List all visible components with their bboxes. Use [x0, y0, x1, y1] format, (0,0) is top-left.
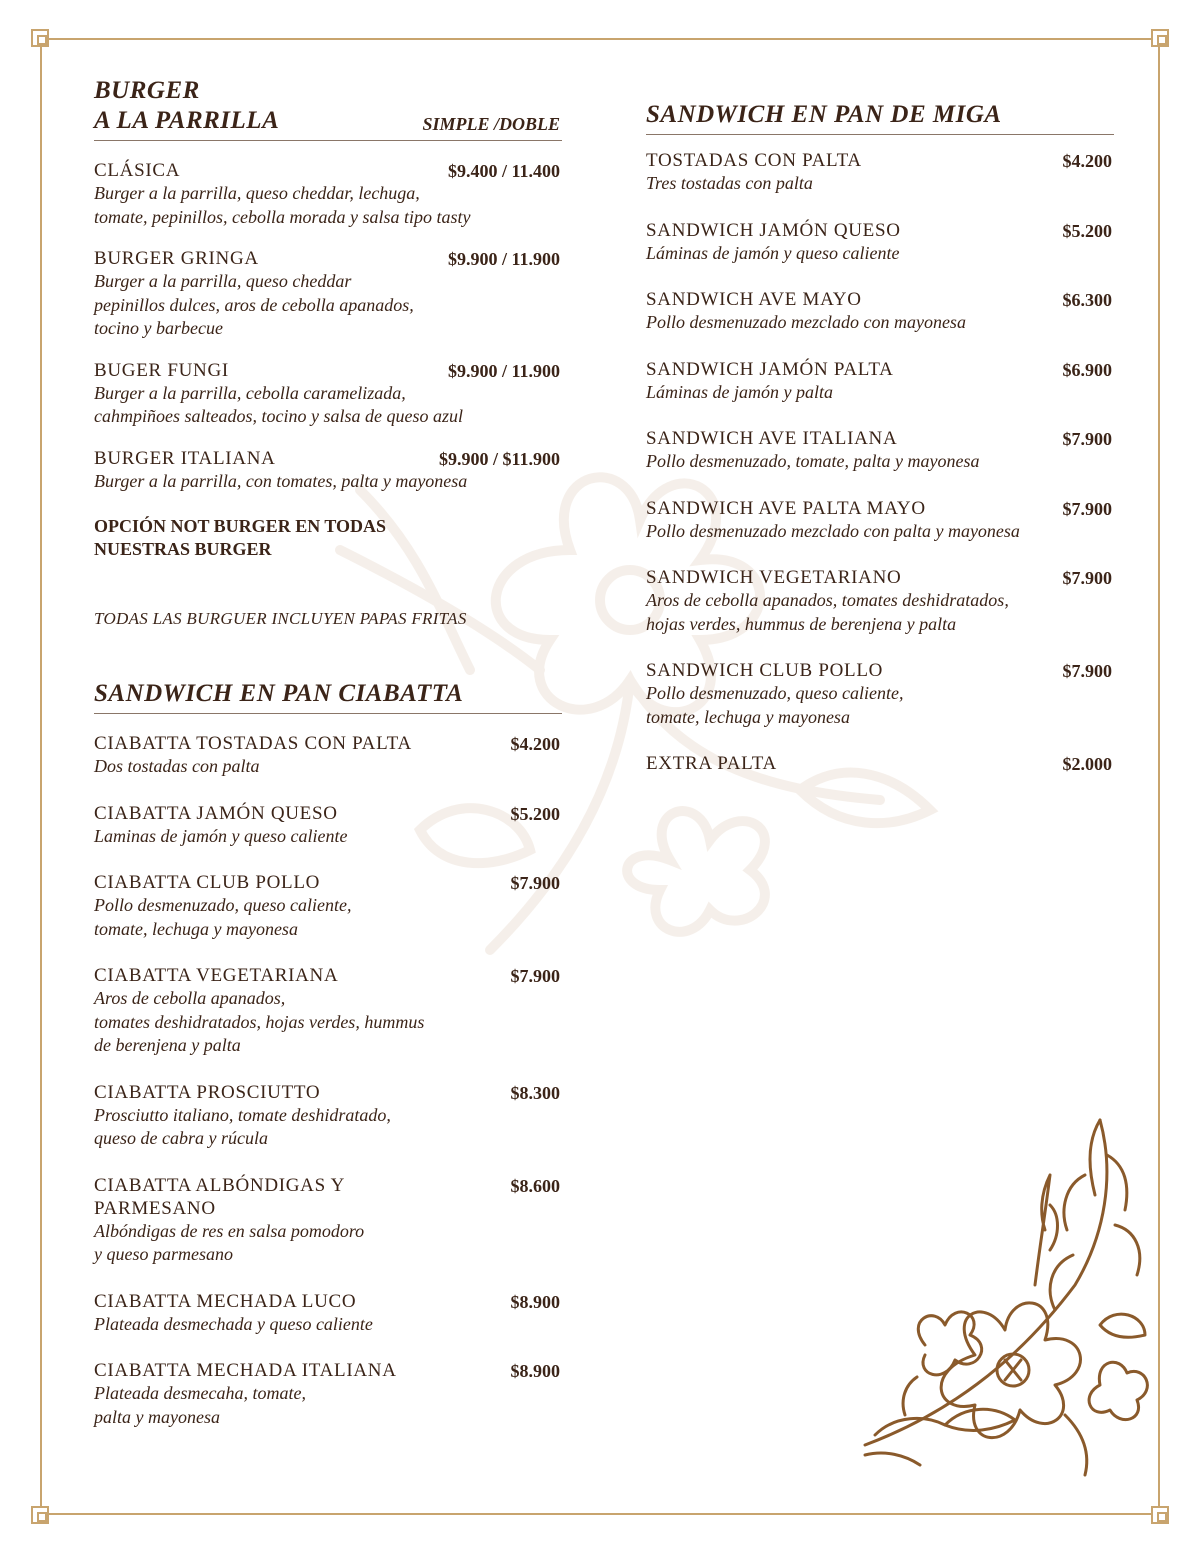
item-name: CIABATTA MECHADA ITALIANA — [94, 1360, 397, 1381]
item-description: Pollo desmenuzado mezclado con palta y mayonesa — [646, 520, 1020, 541]
item-price: $8.900 — [510, 1291, 560, 1312]
item-description: Burger a la parrilla, cebolla caramelizada, cahmpiñoes salteados, tocino y salsa de queso azul — [94, 382, 463, 426]
item-price: $4.200 — [510, 734, 560, 754]
item-name: BURGER GRINGA — [94, 248, 259, 269]
item-price: $7.900 — [510, 873, 560, 893]
menu-item — [646, 497, 1114, 544]
item-name: CIABATTA TOSTADAS CON PALTA — [94, 733, 412, 754]
menu-item — [94, 964, 562, 1058]
menu-item — [646, 358, 1114, 405]
item-name: BURGER ITALIANA — [94, 447, 276, 469]
item-description: Pollo desmenuzado, queso caliente, tomate, lechuga y mayonesa — [94, 895, 352, 939]
menu-item — [94, 359, 562, 429]
item-description: Dos tostadas con palta — [94, 756, 260, 776]
right-column — [646, 100, 1114, 775]
item-description: Láminas de jamón y palta — [646, 381, 833, 402]
menu-item — [646, 752, 1114, 775]
item-description: Pollo desmenuzado, queso caliente, tomate, lechuga y mayonesa — [646, 683, 904, 727]
left-column — [94, 76, 562, 1429]
fries-note: TODAS LAS BURGUER INCLUYEN PAPAS FRITAS — [94, 609, 467, 628]
menu-item — [94, 802, 562, 849]
item-description: Aros de cebolla apanados, tomates deshidratados, hojas verdes, hummus de berenjena y palta — [646, 590, 1009, 634]
item-description: Láminas de jamón y queso caliente — [646, 242, 900, 263]
item-price: $9.900 / $11.900 — [438, 448, 560, 469]
floral-corner-illustration — [845, 1115, 1165, 1485]
item-name: SANDWICH JAMÓN PALTA — [646, 358, 894, 380]
menu-item — [94, 447, 562, 494]
item-description: Tres tostadas con palta — [646, 173, 813, 193]
item-price: $9.400 / 11.400 — [447, 161, 560, 181]
item-price: $9.900 / 11.900 — [447, 360, 560, 381]
item-price: $4.200 — [1062, 151, 1112, 171]
corner-ornament — [31, 1506, 49, 1524]
corner-ornament — [1151, 29, 1169, 47]
menu-item — [646, 427, 1114, 474]
item-price: $7.900 — [1062, 568, 1112, 588]
menu-item — [94, 1081, 562, 1151]
menu-item — [646, 219, 1114, 266]
item-description: Plateada desmechada y queso caliente — [94, 1313, 373, 1334]
item-price: $9.900 / 11.900 — [447, 249, 560, 269]
item-description: Pollo desmenuzado mezclado con mayonesa — [646, 312, 966, 332]
menu-item — [646, 659, 1114, 729]
menu-item — [94, 1174, 562, 1267]
item-name: BUGER FUNGI — [94, 359, 229, 381]
menu-item — [94, 247, 562, 341]
corner-ornament — [31, 29, 49, 47]
item-price: $7.900 — [1062, 661, 1112, 681]
menu-item — [94, 871, 562, 941]
item-name: CIABATTA VEGETARIANA — [94, 965, 339, 986]
item-description: Albóndigas de res en salsa pomodoro y queso parmesano — [94, 1220, 365, 1264]
item-price: $6.300 — [1062, 290, 1112, 310]
item-name: CIABATTA JAMÓN QUESO — [94, 802, 338, 824]
item-name: SANDWICH VEGETARIANO — [646, 567, 902, 588]
item-price: $5.200 — [1062, 220, 1112, 241]
item-name: SANDWICH AVE ITALIANA — [646, 428, 898, 449]
burger-size-subtitle: SIMPLE /DOBLE — [422, 114, 560, 134]
item-price: $8.900 — [510, 1361, 560, 1381]
item-description: Laminas de jamón y queso caliente — [94, 825, 348, 846]
menu-item — [646, 149, 1114, 196]
item-name: TOSTADAS CON PALTA — [646, 150, 862, 171]
menu-item — [646, 566, 1114, 636]
ciabatta-section-header — [94, 679, 562, 714]
menu-item — [94, 1290, 562, 1337]
corner-ornament — [1151, 1506, 1169, 1524]
item-description: Pollo desmenuzado, tomate, palta y mayonesa — [646, 451, 980, 471]
miga-section-title: SANDWICH EN PAN DE MIGA — [646, 101, 1002, 128]
menu-item — [94, 159, 562, 229]
item-name: CIABATTA ALBÓNDIGAS Y PARMESANO — [94, 1174, 345, 1219]
item-price: $7.900 — [510, 966, 560, 986]
item-price: $7.900 — [1062, 498, 1112, 519]
burger-section-title: BURGER — [94, 77, 200, 104]
item-price: $6.900 — [1062, 359, 1112, 380]
item-price: $8.600 — [510, 1175, 560, 1196]
menu-item — [94, 1359, 562, 1429]
item-description: Prosciutto italiano, tomate deshidratado, queso de cabra y rúcula — [94, 1104, 391, 1148]
option-note: OPCIÓN NOT BURGER EN TODAS NUESTRAS BURGER — [94, 516, 387, 559]
menu-item — [646, 288, 1114, 335]
item-description: Plateada desmecaha, tomate, palta y mayonesa — [94, 1383, 306, 1427]
item-name: CLÁSICA — [94, 160, 181, 181]
item-name: SANDWICH JAMÓN QUESO — [646, 219, 901, 241]
item-name: SANDWICH CLUB POLLO — [646, 660, 884, 681]
item-description: Burger a la parrilla, con tomates, palta y mayonesa — [94, 470, 468, 491]
item-price: $8.300 — [510, 1082, 560, 1103]
item-price: $5.200 — [510, 803, 560, 824]
menu-item — [94, 732, 562, 779]
burger-section-title-line2: A LA PARRILLA — [94, 107, 280, 134]
ciabatta-section-title: SANDWICH EN PAN CIABATTA — [94, 680, 464, 707]
item-description: Burger a la parrilla, queso cheddar pepinillos dulces, aros de cebolla apanados, tocino y barbecue — [94, 271, 414, 338]
item-price: $7.900 — [1062, 429, 1112, 449]
item-name: SANDWICH AVE MAYO — [646, 289, 862, 310]
item-name: CIABATTA CLUB POLLO — [94, 872, 321, 893]
miga-section-header — [646, 100, 1114, 135]
item-name: CIABATTA MECHADA LUCO — [94, 1290, 357, 1312]
item-description: Burger a la parrilla, queso cheddar, lechuga, tomate, pepinillos, cebolla morada y salsa tipo tasty — [94, 183, 471, 227]
item-price: $2.000 — [1062, 754, 1112, 774]
burger-section-header — [94, 76, 562, 141]
item-name: EXTRA PALTA — [646, 753, 777, 774]
item-name: SANDWICH AVE PALTA MAYO — [646, 497, 926, 519]
item-name: CIABATTA PROSCIUTTO — [94, 1081, 321, 1103]
item-description: Aros de cebolla apanados, tomates deshidratados, hojas verdes, hummus de berenjena y palta — [94, 988, 425, 1055]
